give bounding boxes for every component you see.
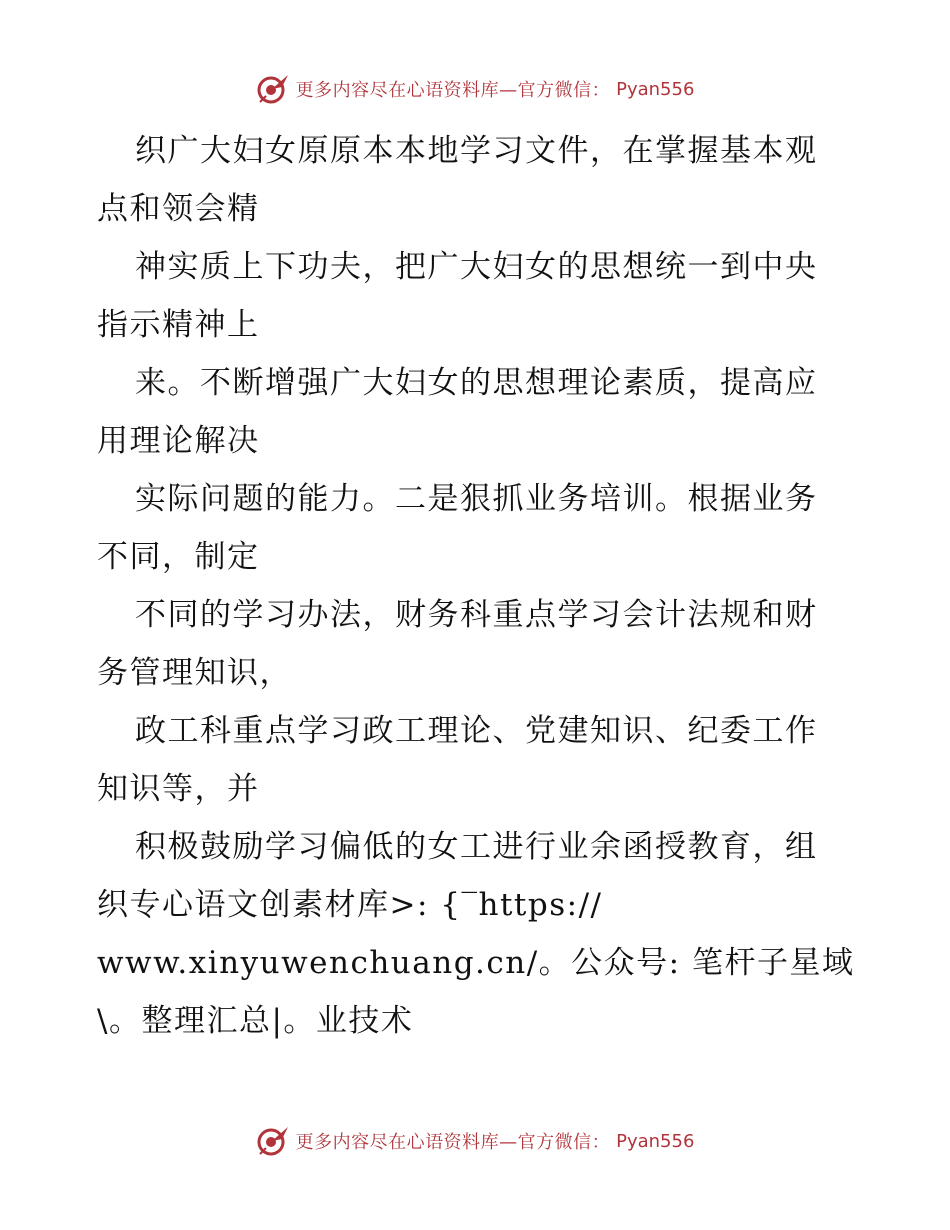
document-body (97, 122, 857, 1050)
header-banner (0, 72, 950, 106)
body-line: 务管理知识， (97, 655, 292, 691)
quill-pen-logo-icon (256, 72, 290, 106)
body-line: 来。不断增强广大妇女的思想理论素质，提高应 (135, 365, 818, 401)
body-line: 不同，制定 (97, 539, 260, 575)
body-line: 织专心语文创素材库>: {‾https:// (97, 887, 603, 923)
body-line: \。整理汇总|。业技术 (97, 1003, 414, 1039)
body-line: 不同的学习办法，财务科重点学习会计法规和财 (135, 597, 818, 633)
header-banner-text: 更多内容尽在心语资料库—官方微信： (295, 80, 611, 101)
body-line: 用理论解决 (97, 423, 260, 459)
body-line: 织广大妇女原原本本地学习文件，在掌握基本观 (135, 133, 818, 169)
footer-banner (0, 1124, 950, 1158)
quill-pen-logo-icon (256, 1124, 290, 1158)
body-line: 积极鼓励学习偏低的女工进行业余函授教育，组 (135, 829, 818, 865)
header-wechat-id: Pyan556 (616, 78, 695, 100)
body-line: www.xinyuwenchuang.cn/。公众号: 笔杆子星域 (97, 945, 855, 981)
footer-banner-text: 更多内容尽在心语资料库—官方微信： (295, 1132, 611, 1153)
body-line: 点和领会精 (97, 191, 260, 227)
body-line: 知识等，并 (97, 771, 260, 807)
body-line: 指示精神上 (97, 307, 260, 343)
body-line: 神实质上下功夫，把广大妇女的思想统一到中央 (135, 249, 818, 285)
body-line: 实际问题的能力。二是狠抓业务培训。根据业务 (135, 481, 818, 517)
body-line: 政工科重点学习政工理论、党建知识、纪委工作 (135, 713, 818, 749)
footer-wechat-id: Pyan556 (616, 1130, 695, 1152)
